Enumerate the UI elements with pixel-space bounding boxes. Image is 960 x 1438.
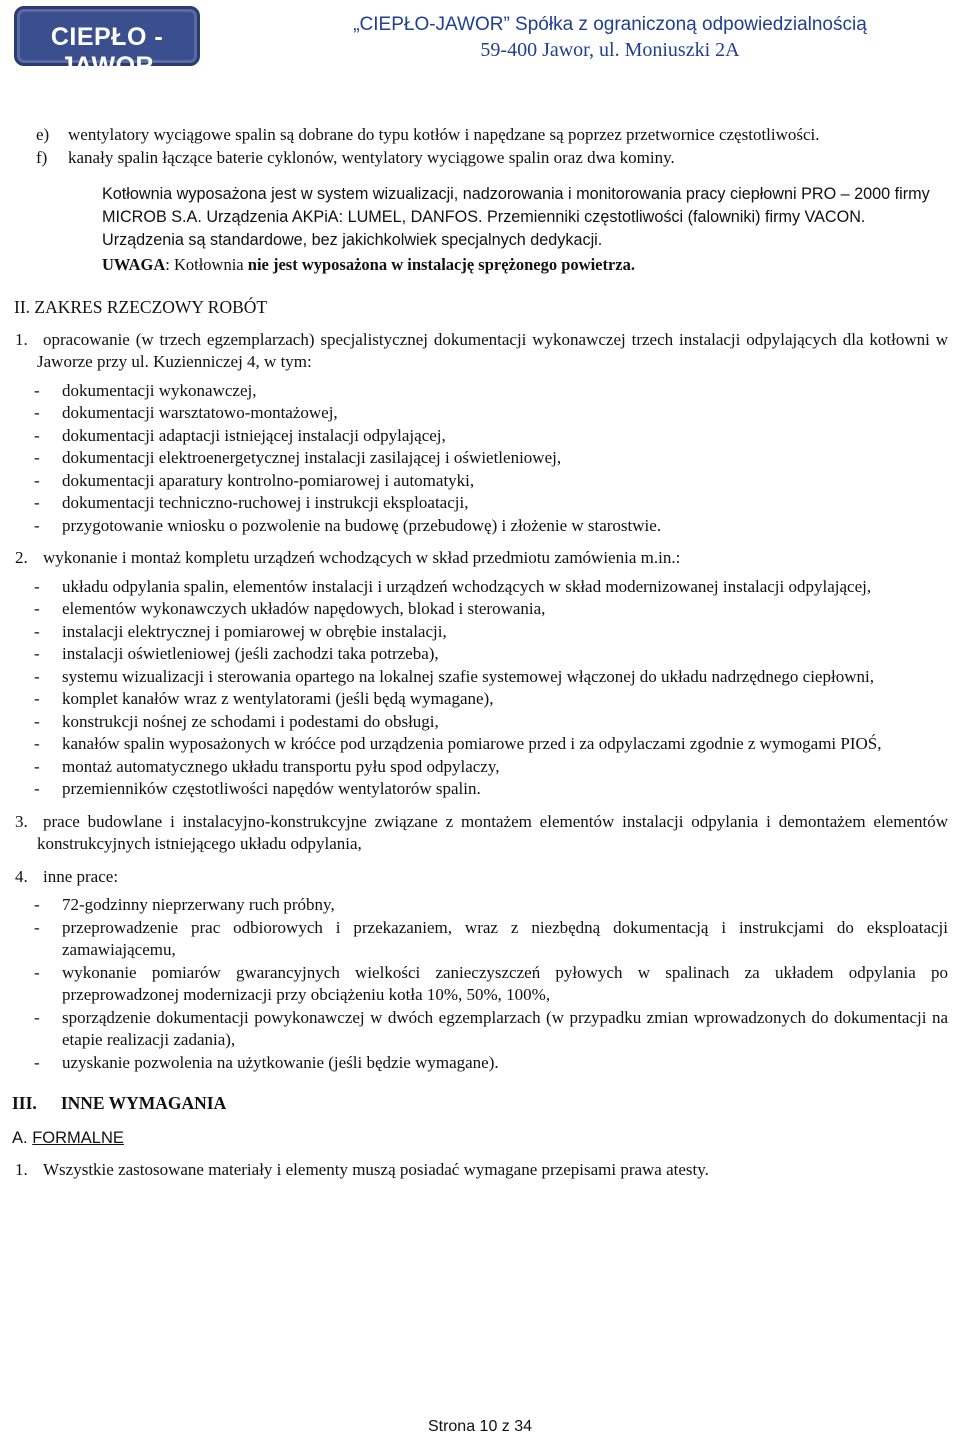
item-text: wykonanie i montaż kompletu urządzeń wchodzących w skład przedmiotu zamówienia m.in.: [43,548,681,567]
subsection-letter: A. [12,1128,28,1147]
subsection-heading: FORMALNE [32,1128,124,1147]
section-title [12,1092,948,1115]
warning-prefix: : Kotłownia [165,255,248,274]
list-item: - sporządzenie dokumentacji powykonawczej w dwóch egzemplarzach (w przypadku zmian wprowadzonych do dokumentacji na etapie realizacji zadania), [36,1007,948,1052]
list-item: - przygotowanie wniosku o pozwolenie na budowę (przebudowę) i złożenie w starostwie. [36,515,948,538]
item-number: 2. [15,548,28,567]
list-item: - przeprowadzenie prac odbiorowych i przekazaniem, wraz z niezbędną dokumentacją i instrukcjami do eksploatacji zamawiającemu, [36,917,948,962]
item-number: 1. [15,329,28,349]
list-item: - dokumentacji elektroenergetycznej instalacji zasilającej i oświetleniowej, [36,447,948,470]
list-item: - dokumentacji adaptacji istniejącej instalacji odpylającej, [36,425,948,448]
item-text: inne prace: [43,866,119,886]
list-item: - dokumentacji techniczno-ruchowej i instrukcji eksploatacji, [36,492,948,515]
list-item: - konstrukcji nośnej ze schodami i podestami do obsługi, [36,711,948,734]
bullet-list [36,894,948,1074]
item-text: wentylatory wyciągowe spalin są dobrane do typu kotłów i napędzane są poprzez przetwornice częstotliwości. [68,125,820,144]
section-title: II. ZAKRES RZECZOWY ROBÓT [14,297,268,317]
warning-note [36,254,948,276]
list-item: - układu odpylania spalin, elementów instalacji i urządzeń wchodzących w skład modernizowanej instalacji odpylającej, [36,576,948,599]
equipment-paragraph: Kotłownia wyposażona jest w system wizualizacji, nadzorowania i monitorowania pracy ciepłowni PRO – 2000 firmy MICROB S.A. Urządzenia AKPiA: LUMEL, DANFOS. Przemienniki częstotliwości (falowniki) firmy VACON. Urządzenia są standardowe, bez jakichkolwiek specjalnych dedykacji. [102,185,930,249]
item-text: Wszystkie zastosowane materiały i elementy muszą posiadać wymagane przepisami prawa atesty. [43,1160,709,1179]
list-item: - uzyskanie pozwolenia na użytkowanie (jeśli będzie wymagane). [36,1052,948,1075]
document-body [12,124,948,1182]
list-item: - instalacji oświetleniowej (jeśli zachodzi taka potrzeba), [36,643,948,666]
item-text: prace budowlane i instalacyjno-konstrukcyjne związane z montażem elementów instalacji odpylania i demontażem elementów konstrukcyjnych istniejącego układu odpylania, [37,811,948,853]
numbered-item [15,329,948,374]
list-item: - systemu wizualizacji i sterowania opartego na lokalnej szafie systemowej włączonej do układu nadrzędnego ciepłowni, [36,666,948,689]
company-address: 59-400 Jawor, ul. Moniuszki 2A [480,39,740,61]
bullet-list [36,576,948,801]
list-item: - dokumentacji wykonawczej, [36,380,948,403]
page-header [0,0,960,80]
item-text: kanały spalin łączące baterie cyklonów, wentylatory wyciągowe spalin oraz dwa kominy. [68,147,675,167]
numbered-item [15,1159,948,1182]
item-number: 4. [15,866,28,886]
list-item: - kanałów spalin wyposażonych w króćce pod urządzenia pomiarowe przed i za odpylaczami zgodnie z wymogami PIOŚ, [36,733,948,756]
section-numeral: III. [12,1093,37,1113]
numbered-item [15,547,948,570]
logo-text: CIEPŁO - JAWOR [50,23,164,80]
list-item: - instalacji elektrycznej i pomiarowej w obrębie instalacji, [36,621,948,644]
item-number: 1. [15,1160,28,1179]
list-item: - 72-godzinny nieprzerwany ruch próbny, [36,894,948,917]
bullet-list [36,380,948,538]
lettered-item [36,124,948,147]
item-number: 3. [15,811,28,831]
list-item: - wykonanie pomiarów gwarancyjnych wielkości zanieczyszczeń pyłowych w spalinach za układem odpylania po przeprowadzonej modernizacji przy obciążeniu kotła 10%, 50%, 100%, [36,962,948,1007]
numbered-item [15,811,948,856]
list-item: - montaż automatycznego układu transportu pyłu spod odpylaczy, [36,756,948,779]
item-text: opracowanie (w trzech egzemplarzach) specjalistycznej dokumentacji wykonawczej trzech instalacji odpylających dla kotłowni w Jaworze przy ul. Kuzienniczej 4, w tym: [37,329,948,371]
item-label: e) [36,125,50,144]
subsection-title [12,1127,948,1150]
company-name: „CIEPŁO-JAWOR” Spółka z ograniczoną odpowiedzialnością [353,14,867,35]
warning-label: UWAGA [102,255,166,274]
item-label: f) [36,147,48,167]
company-logo [14,6,200,80]
section-heading: INNE WYMAGANIA [60,1093,227,1113]
lettered-item [36,147,948,170]
list-item: - dokumentacji aparatury kontrolno-pomiarowej i automatyki, [36,470,948,493]
list-item: - elementów wykonawczych układów napędowych, blokad i sterowania, [36,598,948,621]
page-number: Strona 10 z 34 [427,1418,533,1435]
list-item: - komplet kanałów wraz z wentylatorami (jeśli będą wymagane), [36,688,948,711]
warning-bold-text: nie jest wyposażona w instalację sprężonego powietrza. [247,255,635,274]
numbered-item [15,866,948,889]
list-item: - dokumentacji warsztatowo-montażowej, [36,402,948,425]
list-item: - przemienników częstotliwości napędów wentylatorów spalin. [36,778,948,801]
